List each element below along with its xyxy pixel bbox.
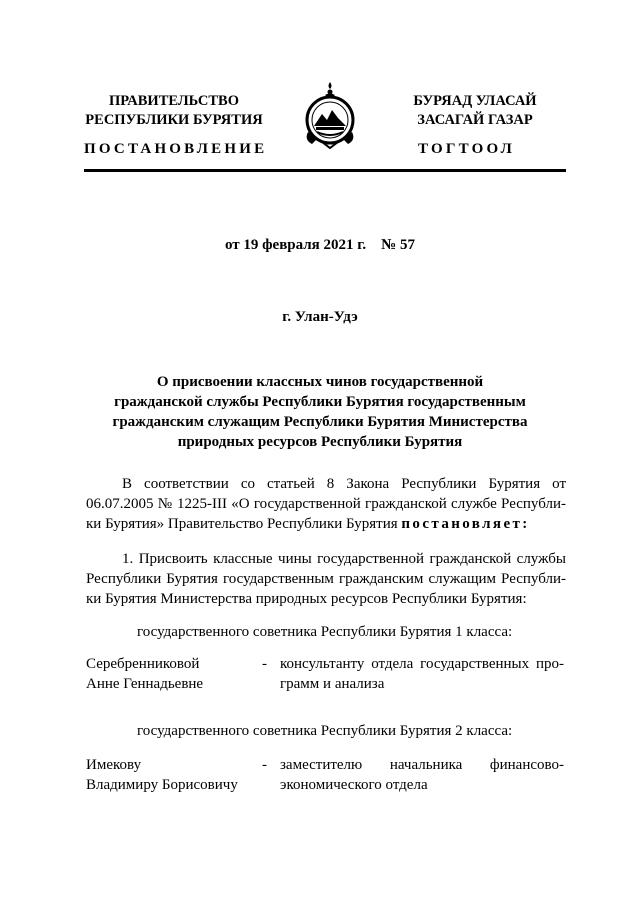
title-line1: О присвоении классных чинов государственной: [156, 374, 484, 390]
employee-position: [280, 654, 564, 694]
separator-dash: -: [262, 757, 267, 773]
header-rule: [84, 169, 566, 172]
header-left: [84, 92, 264, 130]
doc-type-right: ТОГТООЛ: [418, 141, 515, 157]
position-line2: экономического отдела: [280, 777, 428, 793]
preamble-line2: 06.07.2005 № 1225-III «О государственной гражданской службе Республи-: [86, 496, 566, 512]
item1-line2: Республики Бурятия государственным гражданским служащим Республи-: [86, 571, 566, 587]
separator-dash: -: [262, 656, 267, 672]
date-number: от 19 февраля 2021 г. № 57: [224, 237, 415, 253]
employee-name: [86, 755, 256, 795]
rank-heading-1: государственного советника Республики Бурятия 1 класса:: [137, 624, 513, 640]
header-left-line1: ПРАВИТЕЛЬСТВО: [109, 93, 239, 109]
preamble-line1: В соответствии со статьей 8 Закона Республики Бурятия от: [122, 476, 566, 492]
preamble-line3: ки Бурятия» Правительство Республики Бурятия: [86, 516, 402, 532]
employee-surname: Имекову: [86, 757, 142, 773]
document-title: [60, 372, 580, 452]
list-item: [86, 654, 566, 694]
city: г. Улан-Удэ: [282, 309, 358, 325]
title-line2: гражданской службы Республики Бурятия государственным: [114, 394, 526, 410]
item-1: [86, 549, 566, 609]
rank-heading-2: государственного советника Республики Бурятия 2 класса:: [137, 723, 513, 739]
preamble-emphasis: постановляет:: [401, 516, 530, 532]
item1-line3: ки Бурятия Министерства природных ресурсов Республики Бурятия:: [86, 591, 527, 607]
employee-name: [86, 654, 256, 694]
header-left-line2: РЕСПУБЛИКИ БУРЯТИЯ: [85, 112, 263, 128]
position-line2: грамм и анализа: [280, 676, 385, 692]
employee-given-names: Анне Геннадьевне: [86, 676, 204, 692]
position-line1: консультанту отдела государственных про-: [280, 656, 564, 672]
preamble-line1-wrap: [86, 474, 566, 494]
preamble: [86, 474, 566, 534]
header-right-line2: ЗАСАГАЙ ГАЗАР: [417, 112, 533, 128]
item1-line1: 1. Присвоить классные чины государственной гражданской службы: [122, 551, 566, 567]
employee-position: [280, 755, 564, 795]
item1-line1-wrap: [86, 549, 566, 569]
title-line3: гражданским служащим Республики Бурятия Министерства: [112, 414, 528, 430]
position-line1: заместителю начальника финансово-: [280, 757, 564, 773]
header-right-line1: БУРЯАД УЛАСАЙ: [413, 93, 537, 109]
list-item: [86, 755, 566, 795]
employee-surname: Серебренниковой: [86, 656, 200, 672]
preamble-line3-wrap: [86, 514, 566, 534]
coat-of-arms-icon: [300, 80, 360, 150]
doc-type-left: ПОСТАНОВЛЕНИЕ: [84, 141, 268, 157]
header-right: [385, 92, 565, 130]
title-line4: природных ресурсов Республики Бурятия: [177, 434, 463, 450]
employee-given-names: Владимиру Борисовичу: [86, 777, 238, 793]
